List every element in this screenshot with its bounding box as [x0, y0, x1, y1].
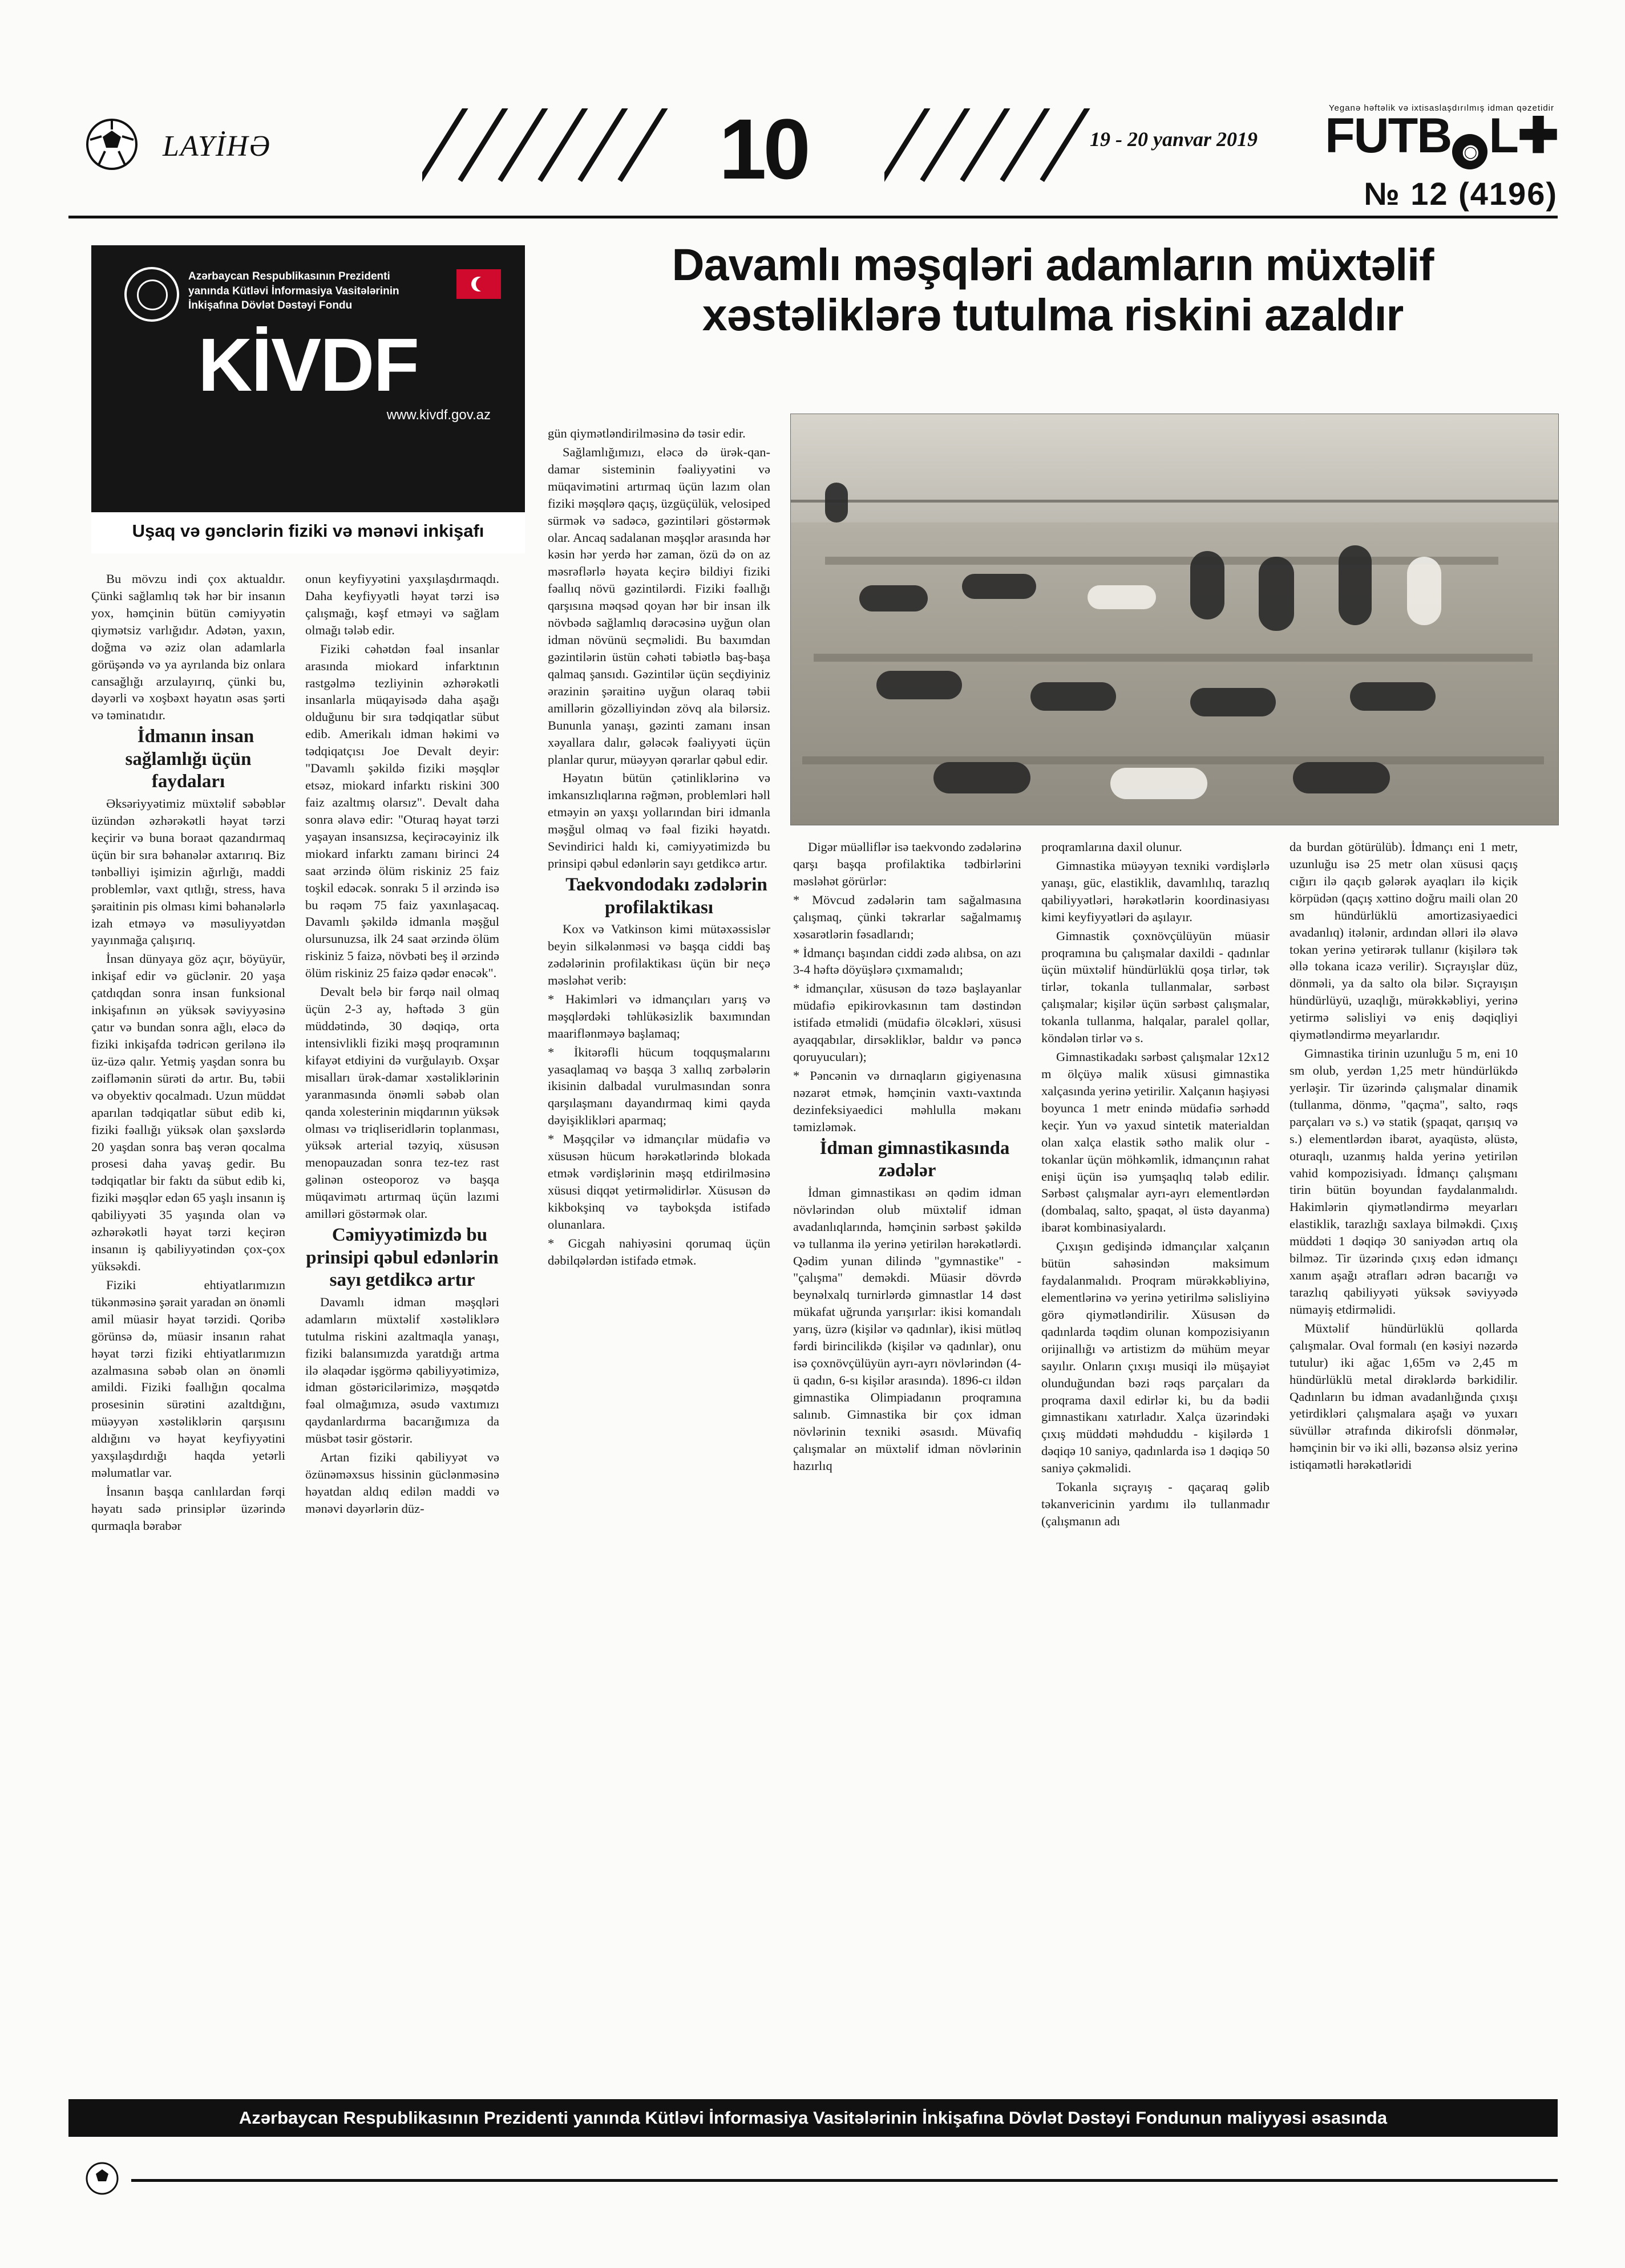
- list-item: * Gicgah nahiyəsini qorumaq üçün dəbilqələrdən istifadə etmək.: [548, 1236, 770, 1267]
- section-label: LAYİHƏ: [163, 130, 271, 163]
- paragraph: Gimnastikadakı sərbəst çalışmalar 12x12 m ölçüyə malik xüsusi gimnastika xalçasında yerinə yetirilir. Xalçanın haşiyəsi boyunca 1 metr enində müdafiə sərhədd keçir. Yun və yaxud sintetik materialdan olan xalça elastik sətho malik olur - tokanlar üçün möhkəmlik, idmançının rahat enişi üçün isə yumşaqlıq tələb edilir. Sərbəst çalışmalar ayrı-ayrı elementlərdən (dombalaq, salto, şpaqat, əl üstə dayanma) ibarət kombinasiyalardı.: [1041, 1050, 1270, 1235]
- kivdf-slogan: Uşaq və gənclərin fiziki və mənəvi inkişafı: [132, 521, 484, 541]
- decorative-slashes-left: [422, 108, 765, 183]
- text-column-1: [91, 570, 285, 1536]
- globe-icon: ◉: [1452, 134, 1487, 169]
- page-number: 10: [719, 101, 807, 197]
- paragraph: proqramlarına daxil olunur.: [1041, 840, 1182, 854]
- list-item: * İdmançı başından ciddi zədə alıbsa, on azı 3-4 həftə döyüşlərə çıxmamalıdı;: [793, 945, 1021, 977]
- article-headline: Davamlı məşqləri adamların müxtəlif xəstəliklərə tutulma riskini azaldır: [672, 239, 1434, 341]
- decorative-slashes-right: [884, 108, 1101, 183]
- kivdf-logo: KİVDF: [198, 323, 418, 407]
- paragraph: gün qiymətləndirilməsinə də təsir edir.: [548, 426, 746, 440]
- paragraph: Fiziki ehtiyatlarımızın tükənməsinə şərait yaradan ən önəmli amil müasir həyat tərzidi. Qoribə görünsə də, müasir insanın rahat həyat tərzi fiziki ehtiyatlarımızın azalmasına səbəb olan ən önəmli amildi. Fiziki fəallığın qocalma prosesinin sürətini azaltdığını, müəyyən xəstəliklərin qarşısını aldığını və həyat keyfiyyətini yaxşılaşdırdığı haqda yetərli məlumatlar var.: [91, 1277, 285, 1480]
- issue-number: № 12 (4196): [1364, 176, 1558, 212]
- issue-date: 19 - 20 yanvar 2019: [1090, 128, 1258, 151]
- football-icon: [86, 2162, 119, 2195]
- masthead: [68, 101, 1558, 214]
- paragraph: onun keyfiyyətini yaxşılaşdırmaqdı. Daha keyfiyyətli həyat tərzi isə çalışmağı, kəşf etməyi və sağlam olmağı tələb edir.: [305, 572, 499, 637]
- list-item: * Hakimləri və idmançıları yarış və məşqlərdəki təhlükəsizlik baxımından maariflənməyə başlamaq;: [548, 991, 770, 1040]
- paragraph: Davamlı idman məşqləri adamların müxtəlif xəstəliklərə tutulma riskini azaltmaqla yanaşı, fiziki balansımızda yaratdığı artma ilə əlaqədar işgörmə qabiliyyətimizə, idman göstəricilərimizə, məşqətdə fəal olmağımıza, əsudə vaxtımızı qaydanlardırma bacarığımıza da müsbət təsir göstərir.: [305, 1294, 499, 1446]
- paragraph: Gimnastik çoxnövçülüyün müasir proqramına bu çalışmalar daxildi - qadınlar üçün müxtəlif hündürlüklü qoşa tirlər, tək tirlər, tokanla tullanmalar, sərbəst çalışmalar; kişilər üçün sərbəst çalışmalar, tokanla tullanma, halqalar, paralel qollar, köndələn tirlər və s.: [1041, 928, 1270, 1046]
- kivdf-slogan-band: [91, 509, 525, 553]
- kivdf-advert: [91, 245, 525, 553]
- footer-rule: [131, 2179, 1558, 2182]
- text-column-3: [548, 425, 770, 1271]
- paragraph: Digər müəlliflər isə taekvondo zədələrinə qarşı başqa profilaktika tədbirlərini məsləhət görürlər:: [793, 840, 1021, 888]
- paragraph: Gimnastika tirinin uzunluğu 5 m, eni 10 sm olub, yerdən 1,25 metr hündürlükdə yerləşir. Tir üzərində çalışmalar dinamik (tullanma, dönmə, "qaçma", salto, rəqs parçaları və s.) və statik (şpaqat, qarışıq və s.) elementlərdən ibarət, ayaqüstə, əlüstə, oturaqlı, uzanmış halda yerinə yetirilən vahid kompozisiyadı. İdmançı çalışmanı tirin bütün boyundan faydalanmalıdı. Hakimlərin qiymətləndirmə meyarları elastiklik, tarazlığı saxlaya bilməkdi. Çıxış müddəti 1 dəqiqə 30 saniyədən artıq ola bilməz. Tir üzərində çıxış edən idmançı xanım aşağı ətrafları ədrən bacarığı və tarazlıq qabiliyyəti yüksək səviyyədə nümayiş etdirməlidi.: [1290, 1046, 1518, 1317]
- paragraph: Çıxışın gedişində idmançılar xalçanın bütün sahəsindən maksimum faydalanmalıdı. Proqram mürəkkəbliyinə, elementlərinə və yerinə yetirilmə səlisliyinə görə qiymətləndirilir. Xüsusən də qadınlarda təqdim olunan kompozisiyanın orijinallığı və artistizm də mühüm meyar sayılır. Onların çıxışı musiqi ilə müşayiət olunduğundan bəzi rəqs parçaları da proqrama daxil edirlər ki, bu da bədii gimnastikanı xatırladır. Xalça üzərindəki çıxış müddəti məhduddu - kişilərdə 1 dəqiqə 10 saniyə, qadınlarda isə 1 dəqiqə 50 saniyə çəkməlidi.: [1041, 1239, 1270, 1476]
- azerbaijan-flag-icon: [456, 269, 501, 299]
- kivdf-url[interactable]: www.kivdf.gov.az: [386, 407, 491, 423]
- list-item: * Mövcud zədələrin tam sağalmasına çalışmaq, çünki təkrarlar sağalmamış xəsarətlərin fəsadlarıdı;: [793, 892, 1021, 941]
- paragraph: Həyatın bütün çətinliklərinə və imkansızlıqlarına rəğmən, problemləri həll etməyin ən yaxşı yollarından biri idmanla məşğul olmaq və fəal fiziki həyatdı. Sevindirici haldı ki, cəmiyyətimizdə bu prinsipi qəbul edənlərin sayı getdikcə artır.: [548, 771, 770, 871]
- paragraph: İnsanın başqa canlılardan fərqi həyatı sadə prinsiplər üzərində qurmaqla bərabər: [91, 1484, 285, 1533]
- paragraph: İdman gimnastikası ən qədim idman növlərindən olub müxtəlif idman avadanlıqlarında, həmçinin sərbəst şəkildə və tullanma ilə yerinə yetirilən hərəkətlərdi. Qədim yunan dilində "gymnastike" - "çalışma" deməkdi. Müasir dövrdə beynəlxalq turnirlərdə gimnastlar 14 dəst mükafat uğrunda yarışırlar: ikisi komandalı yarış, üzrə (kişilər və qadınlar), ikisi mütləq fərdi birincilikdə (kişilər və qadınlar), onu isə çoxnövçülüyün ayrı-ayrı növlərindən (4-ü qadın, 6-sı kişilər arasında). 1896-cı ildən gimnastika Olimpiadanın proqramına salınıb. Gimnastika bir çox idman növlərinin texniki əsasıdı. Müvafiq çalışmalar ən müxtəlif idman növlərinin hazırlıq: [793, 1185, 1021, 1473]
- newspaper-brand: [1325, 103, 1558, 212]
- paragraph: Fiziki cəhətdən fəal insanlar arasında miokard infarktının rastgəlmə tezliyinin əzhərəkətli insanlarla müqayisədə daha aşağı olduğunu bir sıra tədqiqatlar sübut edib. Amerikalı idman həkimi və tədqiqatçısı Joe Devalt deyir: "Davamlı şəkildə fiziki məşqlər etsəz, miokard infarktı riskini 300 faiz azaltmış olarsız". Devalt daha sonra əlavə edir: "Oturaq həyat tərzi yaşayan insansızsa, keçirəcəyiniz ilk miokard infarktı zamanı birinci 24 saat ərzində ölüm riskiniz 25 faiz toşkil edəcək. sonrakı 5 il ərzində isə bu rəqəm 75 faiz yaxınlaşacaq. Davamlı şəkildə idmanla məşğul olursunuzsa, ilk 24 saat ərzində ölüm riskiniz 5 faizə, növbəti beş il ərzində ölüm riskiniz 25 faizə qədər enəcək".: [305, 641, 499, 981]
- masthead-rule: [68, 216, 1558, 218]
- column-subhead: İdman gimnastikasında zədələr: [819, 1137, 1010, 1181]
- list-item: * Məşqçilər və idmançılar müdafiə və xüsusən hücum hərəkətlərində blokada etmək vərdişlərinin məşq etdirilməsinə xüsusi diqqət yetirməlidirlər. Xüsusən də kikbokşinq və taybokşda istifadə olunanlara.: [548, 1132, 770, 1232]
- brand-cross-icon: ✚: [1517, 108, 1558, 163]
- paragraph: Kox və Vatkinson kimi mütəxəssislər beyin silkələnməsi və başqa ciddi baş zədələrinin profilaktikası üçün bir neçə məsləhət verib:: [548, 922, 770, 987]
- brand-title-tail: L: [1489, 108, 1518, 163]
- paragraph: İnsan dünyaya göz açır, böyüyür, inkişaf edir və güclənir. 20 yaşa çatdıqdan sonra insan funksional inkişafının ən yüksək səviyyəsinə çatır və bundan sonra ağlı, eləcə də fiziki inkişafda tədricən gerilənə ilə üz-üzə qalır. Yetmiş yaşdan sonra bu zəifləmənin sürəti də artır. Bu, təbii və obyektiv qocalmadı. Uzun müddət aparılan tədqiqatlar sübut edib ki, fiziki fəallığı yüksək olan şəxslərdə 20 yaşdan sonra baş verən qocalma prosesi daha yavaş gedir. Bu tədqiqatlar bir faktı da sübut edib ki, fiziki məşqlər edən 65 yaşlı insanın iş qabiliyyəti 35 yaşında olan və əzhərəkətli həyat tərzi keçirən insanın iş qabiliyyətindən çox-çox yüksəkdi.: [91, 951, 285, 1273]
- column-subhead: Taekvondodakı zədələrin profilaktikası: [565, 874, 767, 918]
- list-item: * İkitərəfli hücum toqquşmalarını yasaqlamaq və başqa 3 xallıq zərbələrin ikisinin dalbadal vurulmasından sonra qarşılaşmanı dayandırmaq kimi qayda dəyişiklikləri aparmaq;: [548, 1044, 770, 1128]
- paragraph: Tokanla sıçrayış - qaçaraq gəlib təkanvericinin yardımı ilə tullanmadır (çalışmanın adı: [1041, 1480, 1270, 1528]
- paragraph: Sağlamlığımızı, eləcə də ürək-qan-damar sisteminin fəaliyyətini və müqavimətini artırmaq üçün lazım olan fiziki məşqlərə qaçış, üzgüçülük, velosiped sürmək və sadəcə, gəzintiləri göstərmək olar. Ancaq sadalanan məşqlər arasında hər kəsin hər yerdə hər zaman, özü də on az məsrəflərlə həyata keçirə bildiyi fiziki fəallıq növü gəzintilərdi. Fiziki fəallığı qarşısına məqsəd qoyan hər bir insan ilk növbədə sağlamlıq dərəcəsinə uyğun olan idman növünü seçməlidi. Bu baxımdan gəzintilərin üstün cəhəti təbiətlə baş-başa qalmaq şansıdı. Gəzintilər üçün seçdiyiniz ərazinin şəraitinə uyğun olaraq təbii amillərin gözəlliyindən zövq ala bilərsiz. Bununla yanaşı, gəzinti zamanı insan xəyallara dalır, gələcək fəaliyyəti üçün planlar qurur, müəyyən qərarlar qəbul edir.: [548, 444, 770, 767]
- list-item: * Pəncənin və dırnaqların gigiyenasına nəzarət etmək, həmçinin vaxtı-vaxtında dezinfeksiyaedici məhlulla məkanı təmizləmək.: [793, 1068, 1021, 1134]
- article-photo: [790, 414, 1559, 825]
- column-subhead: İdmanın insan sağlamlığı üçün faydaları: [125, 726, 254, 792]
- paragraph: Devalt belə bir fərqə nail olmaq üçün 2-3 ay, həftədə 3 gün müddətində, 30 dəqiqə, orta intensivlikli fiziki məşq proqramının kifayət etdiyini də vurğulayıb. Oxşar misalları ürək-damar xəstəliklərinin yaranmasında önəmli səbəb olan qanda xolesterinin miqdarının yüksək olması və triqliseridlərin toplanması, yüksək arterial təzyiq, xüsusən menopauzadan sonra tez-tez rast gəlinən osteoporoz və başqa müqavimətı artırmaq üçün lazımi amilləri göstərmək olar.: [305, 985, 499, 1221]
- brand-strapline: Yeganə həftəlik və ixtisaslaşdırılmış idman qəzetidir: [1328, 103, 1554, 113]
- text-column-4: [793, 839, 1021, 1476]
- paragraph: Artan fiziki qabiliyyət və özünəməxsus hissinin güclənməsinə həyatdan aldıq edilən maddi və mənəvi dəyərlərin düz-: [305, 1450, 499, 1516]
- kivdf-fund-text: Azərbaycan Respublikasının Prezidenti yanında Kütləvi İnformasiya Vasitələrinin İnkişafına Dövlət Dəstəyi Fondu: [188, 270, 399, 312]
- list-item: * idmançılar, xüsusən də təzə başlayanlar müdafiə epikirovkasının tam dəstindən istifadə etməlidi (müdafiə ölcəkləri, xüsusi ayaqqabılar, dirsəkliklər, baldır və pəncə qoruyucuları);: [793, 981, 1021, 1064]
- column-subhead: Cəmiyyətimizdə bu prinsipi qəbul edənlərin sayı getdikcə artır: [306, 1225, 499, 1291]
- paragraph: Əksəriyyətimiz müxtəlif səbəblər üzündən əzhərəkətli həyat tərzi keçirir və buna boraət qazandırmaq üçün bir sıra bəhanələr axtarırıq. Biz tənbəlliyi işimizin ağırlığı, maddi problemlər, vaxt qıtlığı, stress, hava şəraitinin pis olması kimi bəhanələrlə izah etməyə və məsuliyyətdən yayınmağa çalışırıq.: [91, 796, 285, 947]
- text-column-2: [305, 570, 499, 1519]
- paragraph: Bu mövzu indi çox aktualdır. Çünki sağlamlıq tək hər bir insanın yox, həmçinin bütün cəmiyyətin qiymətsiz varlığıdır. Adətən, yaxın, doğma və əziz olan adamlarla görüşəndə və ya ayrılanda biz onlara cansağlığı arzulayırıq, çünki bu, dəyərli və xoşbəxt həyatın əsas şərti və təminatıdır.: [91, 572, 285, 723]
- brand-title-head: FUTB: [1325, 108, 1452, 163]
- paragraph: da burdan götürülüb). İdmançı eni 1 metr, uzunluğu isə 25 metr olan xüsusi qaçış cığırı ilə qaçıb gələrək ayaqları ilə kiçik körpüdən (qaçış xəttino doğru maili olan 20 sm hündürlüklü amortizasiyaedici avadanlıq) itələnir, ardından əlləri ilə əlavə tokan yerinə yetirərək tullanır (kişilərə tək əllə tokana icazə verilir). Sıçrayışlar düz, dönməli, ya da salto ola bilər. Sıçrayışın hündürlüyü, uzaqlığı, mürəkkəbliyi, yerinə yetirmə səlisliyi və eniş dəqiqliyi qiymətləndirmə meyarlarıdır.: [1290, 840, 1518, 1042]
- text-column-6: [1290, 839, 1518, 1475]
- footer-sponsor-bar: [68, 2099, 1558, 2137]
- paragraph: Müxtəlif hündürlüklü qollarda çalışmalar. Oval formalı (en kəsiyi nəzərdə tutulur) iki ağac 1,65m və 2,45 m hündürlüklü metal dirəklərdə bərkidilir. Qadınların bu idman avadanlığında çıxışı yetirdikləri çalışmalara aşağı və yuxarı süvüllər ətrafında dikirofsli dönmələr, həmçinin bir və iki əlli, bəzənsə əlsiz yerinə istiqamətli hərəkətləridi: [1290, 1321, 1518, 1472]
- state-emblem-icon: [124, 267, 179, 322]
- football-icon: [86, 118, 138, 171]
- paragraph: Gimnastika müəyyən texniki vərdişlərlə yanaşı, güc, elastiklik, davamlılıq, tarazlıq qabiliyyətləri, hərəkətlərin koordinasiyası kimi keyfiyyətləri də aşılayır.: [1041, 858, 1270, 924]
- footer-sponsor-text: Azərbaycan Respublikasının Prezidenti yanında Kütləvi İnformasiya Vasitələrinin İnkişafına Dövlət Dəstəyi Fondunun maliyyəsi əsasında: [239, 2108, 1388, 2128]
- text-column-5: [1041, 839, 1270, 1532]
